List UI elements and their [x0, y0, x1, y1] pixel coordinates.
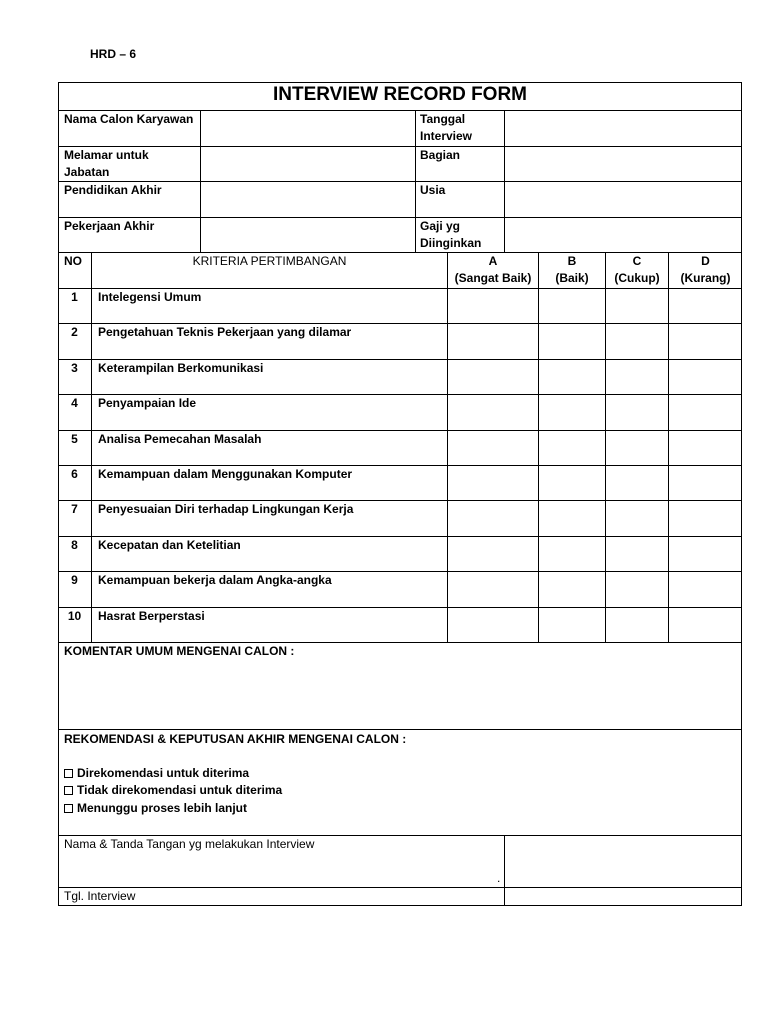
criteria-label: Kecepatan dan Ketelitian	[98, 538, 241, 552]
criteria-label: Penyampaian Ide	[98, 396, 197, 410]
grade-cell-c[interactable]	[606, 466, 668, 500]
grade-cell-b[interactable]	[539, 395, 605, 430]
criteria-label: Kemampuan bekerja dalam Angka-angka	[98, 573, 332, 587]
gaji-field[interactable]	[505, 218, 741, 252]
pekerjaan-field[interactable]	[201, 218, 414, 252]
grade-cell-d[interactable]	[669, 324, 742, 359]
grade-cell-b[interactable]	[539, 289, 605, 323]
grade-cell-b[interactable]	[539, 324, 605, 359]
info-label-gaji: Gaji yg Diinginkan	[420, 219, 482, 250]
header-grade-b: B	[567, 254, 577, 268]
grade-cell-a[interactable]	[448, 572, 538, 607]
criteria-number: 9	[71, 573, 78, 587]
header-grade-d-desc: (Kurang)	[680, 271, 731, 285]
info-label-nama-calon: Nama Calon Karyawan	[64, 112, 194, 126]
grade-cell-d[interactable]	[669, 501, 742, 536]
form-code: HRD – 6	[90, 47, 137, 61]
grade-cell-a[interactable]	[448, 395, 538, 430]
grade-cell-b[interactable]	[539, 537, 605, 571]
criteria-number: 8	[71, 538, 78, 552]
grade-cell-b[interactable]	[539, 466, 605, 500]
grade-cell-a[interactable]	[448, 289, 538, 323]
grade-cell-d[interactable]	[669, 289, 742, 323]
form-title: INTERVIEW RECORD FORM	[272, 84, 528, 105]
criteria-number: 10	[67, 609, 82, 623]
grade-cell-c[interactable]	[606, 608, 668, 642]
grade-cell-c[interactable]	[606, 324, 668, 359]
grade-cell-b[interactable]	[539, 431, 605, 465]
grade-cell-a[interactable]	[448, 501, 538, 536]
criteria-label: Keterampilan Berkomunikasi	[98, 361, 264, 375]
option-tidak-diterima[interactable]	[64, 782, 282, 799]
checkbox-icon[interactable]	[64, 786, 73, 795]
recommendation-label: REKOMENDASI & KEPUTUSAN AKHIR MENGENAI CALON :	[64, 732, 407, 746]
bagian-field[interactable]	[505, 147, 741, 181]
grade-cell-d[interactable]	[669, 431, 742, 465]
grade-cell-b[interactable]	[539, 360, 605, 394]
criteria-label: Hasrat Berperstasi	[98, 609, 205, 623]
signature-label: Nama & Tanda Tangan yg melakukan Interview	[64, 837, 315, 851]
criteria-number: 2	[71, 325, 78, 339]
grade-cell-c[interactable]	[606, 572, 668, 607]
option-tidak-diterima-label: Tidak direkomendasi untuk diterima	[77, 783, 283, 797]
grade-cell-d[interactable]	[669, 466, 742, 500]
grade-cell-a[interactable]	[448, 537, 538, 571]
grade-cell-c[interactable]	[606, 431, 668, 465]
criteria-number: 4	[71, 396, 78, 410]
header-grade-a: A	[488, 254, 498, 268]
signature-field[interactable]	[505, 836, 741, 887]
signature-dot: .	[497, 871, 501, 885]
option-diterima-label: Direkomendasi untuk diterima	[77, 766, 250, 780]
info-label-tanggal-interview: Tanggal Interview	[420, 112, 473, 143]
header-grade-a-desc: (Sangat Baik)	[454, 271, 532, 285]
nama-calon-field[interactable]	[201, 111, 414, 146]
criteria-label: Intelegensi Umum	[98, 290, 202, 304]
header-no: NO	[64, 254, 82, 268]
info-label-pendidikan: Pendidikan Akhir	[64, 183, 162, 197]
grade-cell-a[interactable]	[448, 360, 538, 394]
pendidikan-field[interactable]	[201, 182, 414, 217]
criteria-label: Analisa Pemecahan Masalah	[98, 432, 262, 446]
grade-cell-d[interactable]	[669, 537, 742, 571]
comment-field[interactable]	[59, 662, 741, 728]
grade-cell-d[interactable]	[669, 608, 742, 642]
date-field[interactable]	[505, 888, 741, 905]
header-kriteria: KRITERIA PERTIMBANGAN	[192, 254, 347, 268]
option-diterima[interactable]	[64, 765, 249, 782]
info-label-pekerjaan: Pekerjaan Akhir	[64, 219, 155, 233]
option-menunggu[interactable]	[64, 800, 247, 817]
grade-cell-d[interactable]	[669, 395, 742, 430]
grade-cell-d[interactable]	[669, 360, 742, 394]
header-grade-c: C	[632, 254, 642, 268]
criteria-label: Kemampuan dalam Menggunakan Komputer	[98, 467, 353, 481]
criteria-number: 1	[71, 290, 78, 304]
usia-field[interactable]	[505, 182, 741, 217]
info-label-bagian: Bagian	[420, 148, 461, 162]
criteria-label: Penyesuaian Diri terhadap Lingkungan Kerja	[98, 502, 354, 516]
option-menunggu-label: Menunggu proses lebih lanjut	[77, 801, 248, 815]
checkbox-icon[interactable]	[64, 804, 73, 813]
info-label-usia: Usia	[420, 183, 446, 197]
criteria-number: 5	[71, 432, 78, 446]
grade-cell-a[interactable]	[448, 431, 538, 465]
grade-cell-c[interactable]	[606, 501, 668, 536]
grade-cell-b[interactable]	[539, 501, 605, 536]
checkbox-icon[interactable]	[64, 769, 73, 778]
grade-cell-a[interactable]	[448, 466, 538, 500]
tanggal-interview-field[interactable]	[505, 111, 741, 146]
info-label-melamar-jabatan: Melamar untuk Jabatan	[64, 148, 149, 179]
grade-cell-a[interactable]	[448, 324, 538, 359]
criteria-number: 6	[71, 467, 78, 481]
header-grade-c-desc: (Cukup)	[614, 271, 660, 285]
grade-cell-c[interactable]	[606, 289, 668, 323]
date-label: Tgl. Interview	[64, 889, 136, 903]
grade-cell-c[interactable]	[606, 395, 668, 430]
criteria-label: Pengetahuan Teknis Pekerjaan yang dilamar	[98, 325, 352, 339]
header-grade-b-desc: (Baik)	[555, 271, 589, 285]
criteria-number: 7	[71, 502, 78, 516]
grade-cell-a[interactable]	[448, 608, 538, 642]
header-grade-d: D	[701, 254, 710, 268]
criteria-number: 3	[71, 361, 78, 375]
grade-cell-c[interactable]	[606, 537, 668, 571]
grade-cell-b[interactable]	[539, 572, 605, 607]
grade-cell-d[interactable]	[669, 572, 742, 607]
grade-cell-b[interactable]	[539, 608, 605, 642]
grade-cell-c[interactable]	[606, 360, 668, 394]
jabatan-field[interactable]	[201, 147, 414, 181]
comment-label: KOMENTAR UMUM MENGENAI CALON :	[64, 644, 295, 658]
